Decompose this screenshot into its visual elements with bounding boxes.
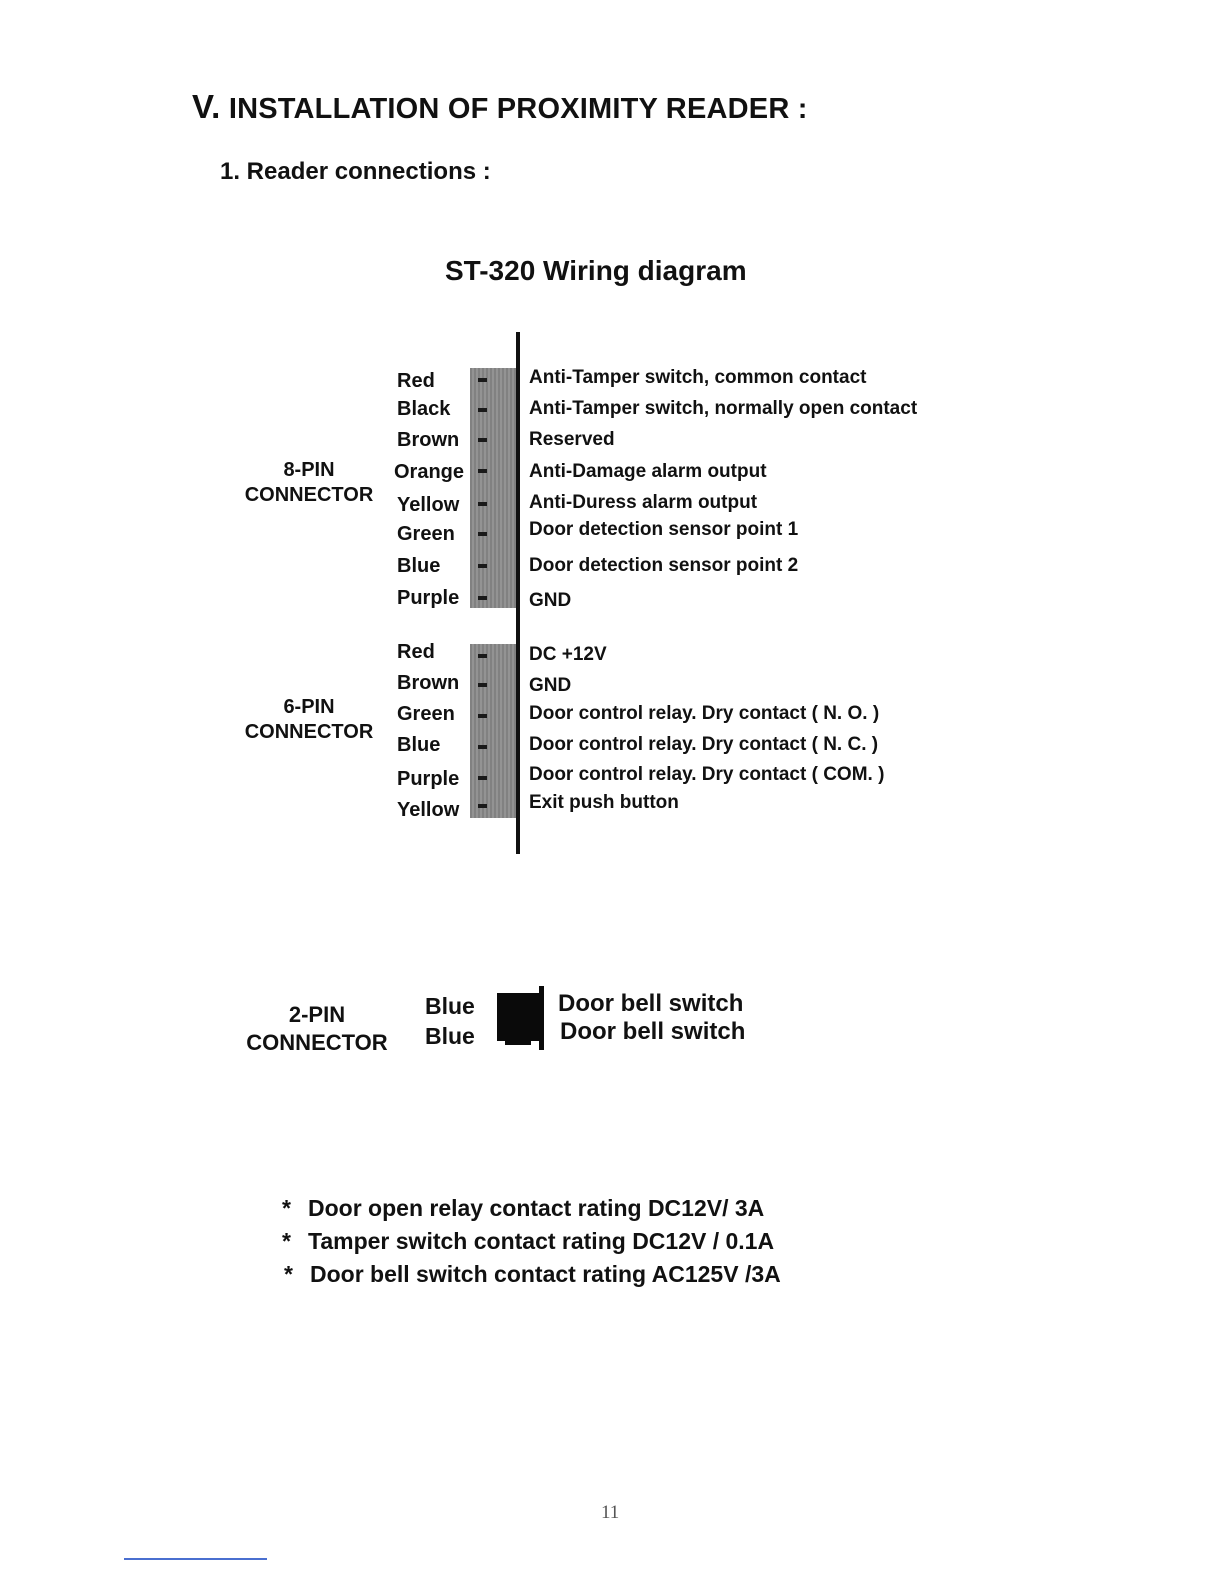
pin-description: Door bell switch <box>558 990 744 1017</box>
pin-marker <box>478 683 487 687</box>
rating-note <box>282 1228 774 1255</box>
pin-description: Anti-Tamper switch, common contact <box>529 367 867 388</box>
2pin-connector-notch <box>505 1040 531 1045</box>
section-numeral: V. <box>192 88 221 125</box>
asterisk-marker: * <box>282 1228 291 1254</box>
wire-color-label: Purple <box>397 768 460 790</box>
connector-label-line1: 8-PIN <box>283 459 335 481</box>
wire-color-label: Green <box>397 523 455 545</box>
pin-marker <box>478 378 487 382</box>
wire-color-label: Purple <box>397 587 460 609</box>
pin-marker <box>478 745 487 749</box>
note-text: Door open relay contact rating DC12V/ 3A <box>308 1195 765 1221</box>
pin-description: Anti-Damage alarm output <box>529 461 767 482</box>
rating-note <box>282 1195 764 1222</box>
subsection-title: 1. Reader connections : <box>220 158 491 185</box>
6pin-connector-label <box>241 695 377 745</box>
pin-marker <box>478 502 487 506</box>
pin-marker <box>478 654 487 658</box>
asterisk-marker: * <box>284 1261 293 1287</box>
2pin-connector-label <box>243 1001 391 1057</box>
8pin-connector-label <box>241 458 377 508</box>
2pin-connector-line <box>539 986 544 1050</box>
pin-marker <box>478 804 487 808</box>
wire-color-label: Green <box>397 703 455 725</box>
pin-description: DC +12V <box>529 644 607 665</box>
wire-color-label: Orange <box>394 461 465 483</box>
pin-description: Door control relay. Dry contact ( N. O. ) <box>529 703 880 724</box>
pin-marker <box>478 438 487 442</box>
pin-description: Door detection sensor point 1 <box>529 519 799 540</box>
pin-description: GND <box>529 590 572 611</box>
wire-color-label: Blue <box>397 555 441 577</box>
8pin-connector-block <box>470 368 516 608</box>
pin-marker <box>478 596 487 600</box>
connector-label-line2: CONNECTOR <box>244 484 374 506</box>
wire-color-label: Blue <box>425 1023 475 1049</box>
pin-marker <box>478 714 487 718</box>
6pin-connector-block <box>470 644 516 818</box>
wire-color-label: Red <box>397 370 435 392</box>
wire-color-label: Brown <box>397 672 460 694</box>
connector-label-line2: CONNECTOR <box>246 1030 388 1055</box>
section-title: INSTALLATION OF PROXIMITY READER : <box>228 93 808 125</box>
wire-color-label: Black <box>397 398 451 420</box>
wire-color-label: Yellow <box>397 799 460 821</box>
pin-description: GND <box>529 675 572 696</box>
connector-bus-line <box>516 332 520 854</box>
pin-description: Anti-Duress alarm output <box>529 492 758 513</box>
asterisk-marker: * <box>282 1195 291 1221</box>
pin-marker <box>478 532 487 536</box>
section-heading <box>192 88 808 126</box>
pin-marker <box>478 776 487 780</box>
pin-description: Door bell switch <box>560 1018 746 1045</box>
pin-description: Door control relay. Dry contact ( COM. ) <box>529 764 885 785</box>
pin-description: Anti-Tamper switch, normally open contact <box>529 398 918 419</box>
connector-label-line1: 6-PIN <box>283 696 335 718</box>
pin-description: Door control relay. Dry contact ( N. C. ) <box>529 734 879 755</box>
pin-marker <box>478 408 487 412</box>
wire-color-label: Red <box>397 641 435 663</box>
pin-marker <box>478 564 487 568</box>
wire-color-label: Blue <box>397 734 441 756</box>
2pin-connector-block <box>497 993 540 1041</box>
rating-note <box>284 1261 781 1288</box>
diagram-title: ST-320 Wiring diagram <box>445 255 747 286</box>
pin-marker <box>478 469 487 473</box>
connector-label-line2: CONNECTOR <box>244 721 374 743</box>
note-text: Tamper switch contact rating DC12V / 0.1A <box>308 1228 775 1254</box>
note-text: Door bell switch contact rating AC125V /3A <box>310 1261 781 1287</box>
pin-description: Exit push button <box>529 792 679 813</box>
connector-label-line1: 2-PIN <box>288 1002 346 1027</box>
pin-description: Door detection sensor point 2 <box>529 555 799 576</box>
wire-color-label: Blue <box>425 993 475 1019</box>
wire-color-label: Brown <box>397 429 460 451</box>
footnote-rule <box>124 1558 267 1560</box>
pin-description: Reserved <box>529 429 615 450</box>
wire-color-label: Yellow <box>397 494 460 516</box>
page-number: 11 <box>601 1502 620 1523</box>
